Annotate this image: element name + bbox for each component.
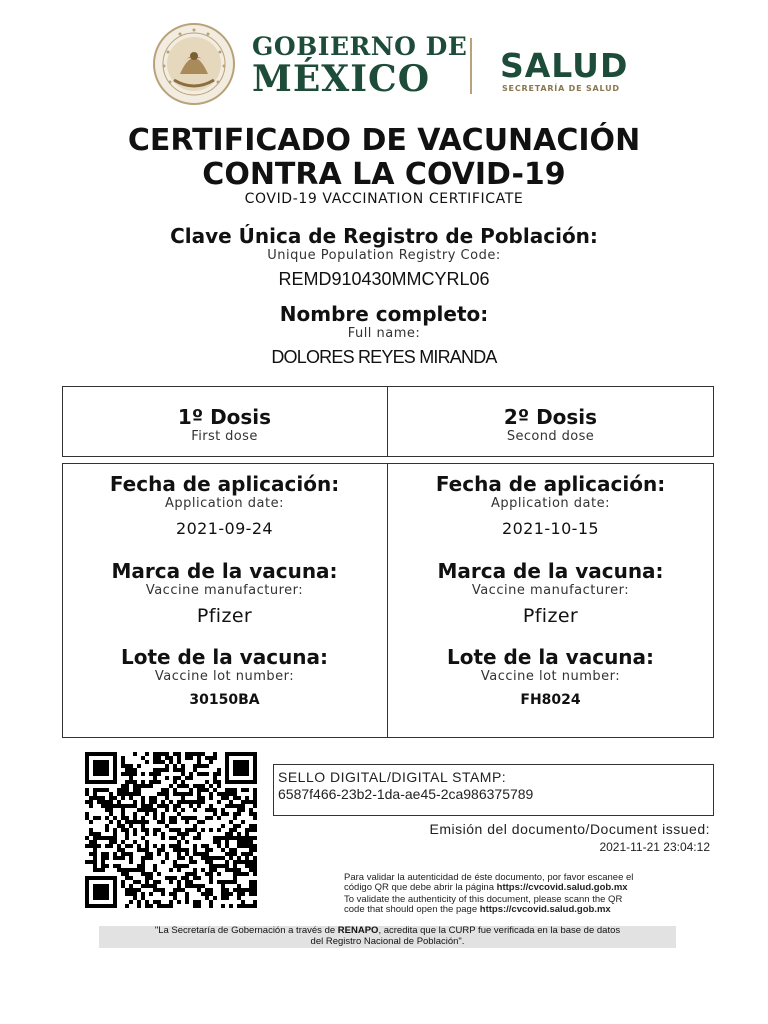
secretaria-de-salud-text: SECRETARÍA DE SALUD — [502, 84, 620, 93]
salud-text: SALUD — [500, 46, 629, 85]
dose2-brand-sublabel: Vaccine manufacturer: — [471, 583, 630, 598]
dose2-date-label: Fecha de aplicación: — [435, 472, 666, 496]
renapo-line1-post: , acredita que la CURP fue verificada en la base de datos — [378, 925, 621, 936]
dose1-brand-sublabel: Vaccine manufacturer: — [145, 583, 304, 598]
mexico-text: MÉXICO — [252, 58, 431, 100]
full-name-value: DOLORES REYES MIRANDA — [271, 347, 497, 367]
renapo-footer-line1 — [99, 926, 676, 937]
document-header — [0, 0, 768, 120]
certificate-title-line2: CONTRA LA COVID-19 — [202, 157, 566, 192]
document-issued-label: Emisión del documento/Document issued: — [429, 821, 710, 837]
dose2-date-sublabel: Application date: — [491, 496, 610, 511]
validation-note-en-line1: To validate the authenticity of this document, please scann the QR — [344, 894, 623, 905]
dose1-lot-value: 30150BA — [189, 692, 260, 708]
dose2-lot-value: FH8024 — [520, 692, 581, 708]
dose1-brand-label: Marca de la vacuna: — [111, 559, 338, 583]
dose1-subtitle: First dose — [191, 429, 258, 444]
mexico-coat-of-arms-seal — [150, 22, 240, 106]
document-issued-value: 2021-11-21 23:04:12 — [599, 840, 710, 854]
dose1-lot-label: Lote de la vacuna: — [120, 645, 329, 669]
dose1-lot-sublabel: Vaccine lot number: — [154, 669, 295, 684]
dose2-lot-label: Lote de la vacuna: — [446, 645, 655, 669]
full-name-sublabel: Full name: — [347, 326, 421, 341]
validation-note-en-line2-text: code that should open the page — [344, 904, 480, 915]
dose2-brand-label: Marca de la vacuna: — [437, 559, 664, 583]
validation-note-es-line2 — [344, 883, 714, 893]
validation-url-en-link[interactable]: https://cvcovid.salud.gob.mx — [479, 904, 611, 915]
curp-sublabel: Unique Population Registry Code: — [267, 248, 501, 263]
validation-note-es-line2-text: código QR que debe abrir la página — [344, 882, 497, 893]
certificate-title-line1: CERTIFICADO DE VACUNACIÓN — [127, 123, 641, 158]
renapo-footer-text — [99, 926, 676, 947]
dose1-date-label: Fecha de aplicación: — [109, 472, 340, 496]
dose2-title: 2º Dosis — [503, 405, 598, 429]
curp-label: Clave Única de Registro de Población: — [170, 224, 598, 248]
dose2-date-value: 2021-10-15 — [502, 519, 599, 538]
validation-note-es — [344, 873, 714, 893]
dose2-brand-value: Pfizer — [522, 605, 579, 627]
validation-url-es-link[interactable]: https://cvcovid.salud.gob.mx — [496, 882, 628, 893]
dose1-date-value: 2021-09-24 — [176, 519, 273, 538]
validation-note-es-line1: Para validar la autenticidad de éste documento, por favor escanee el — [344, 872, 634, 883]
dose1-brand-value: Pfizer — [196, 605, 253, 627]
dose1-title: 1º Dosis — [177, 405, 272, 429]
renapo-line1-bold: RENAPO — [337, 925, 379, 936]
qr-code[interactable] — [85, 752, 257, 908]
renapo-footer-line2: del Registro Nacional de Población". — [310, 935, 465, 947]
validation-note-en — [344, 895, 714, 915]
dose1-date-sublabel: Application date: — [165, 496, 284, 511]
dose2-lot-sublabel: Vaccine lot number: — [480, 669, 621, 684]
curp-value: REMD910430MMCYRL06 — [278, 269, 490, 289]
header-divider — [470, 38, 472, 94]
full-name-label: Nombre completo: — [279, 302, 489, 326]
validation-note-en-line2 — [344, 905, 714, 915]
certificate-title-english: COVID-19 VACCINATION CERTIFICATE — [244, 191, 524, 207]
gobierno-de-text: GOBIERNO DE — [252, 32, 468, 61]
dose2-subtitle: Second dose — [506, 429, 595, 444]
digital-stamp-value: 6587f466-23b2-1da-ae45-2ca986375789 — [278, 786, 534, 802]
digital-stamp-label: SELLO DIGITAL/DIGITAL STAMP: — [278, 769, 507, 785]
renapo-line1-pre: "La Secretaría de Gobernación a través de — [154, 925, 338, 936]
